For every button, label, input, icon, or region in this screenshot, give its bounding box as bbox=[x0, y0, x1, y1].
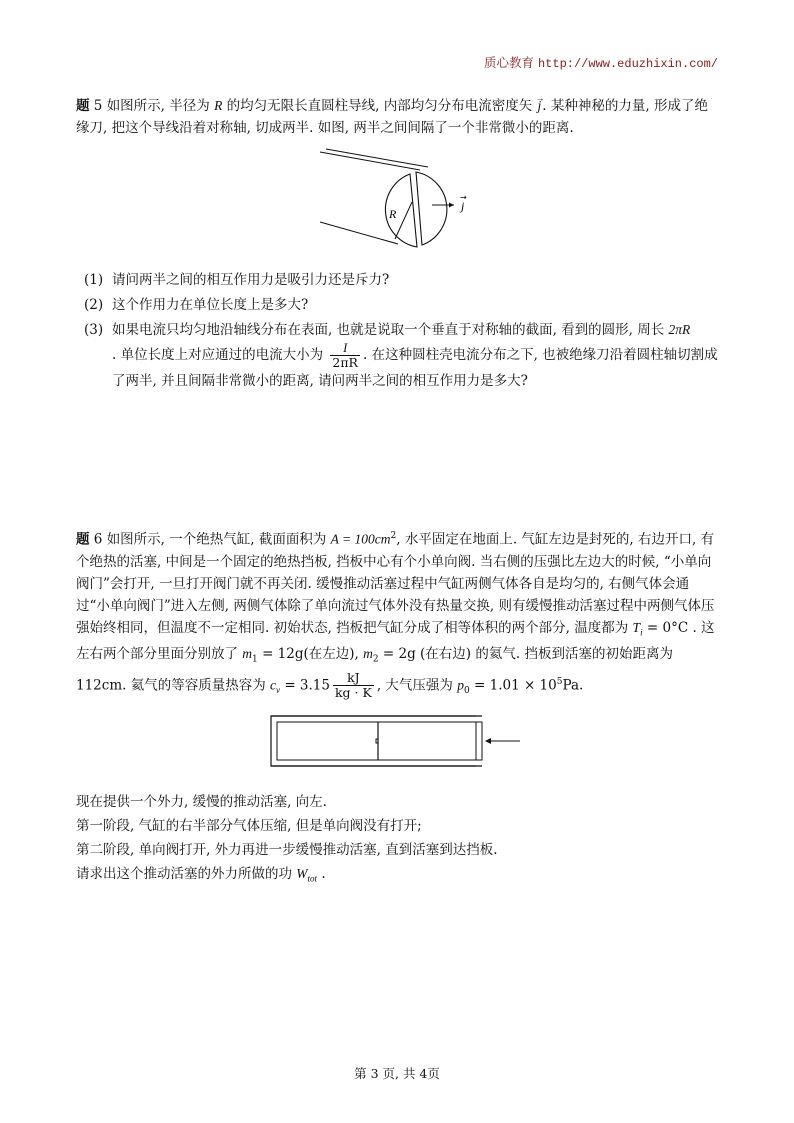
var-j-vector: → j bbox=[537, 98, 543, 113]
work-sub: tot bbox=[307, 873, 318, 884]
cylinder-top-edge-line-2 bbox=[326, 149, 428, 167]
p0-var: p bbox=[457, 677, 464, 693]
problem-6-number: 6 bbox=[93, 531, 103, 548]
cylinder-inner-wall bbox=[277, 722, 481, 760]
m1-value: = 12g(在左边), bbox=[262, 646, 359, 663]
p0-exponent: 5 bbox=[556, 676, 563, 687]
site-url[interactable]: http://www.eduzhixin.com/ bbox=[537, 57, 718, 71]
area-exponent: 2 bbox=[390, 531, 397, 541]
problem-6-text-d: 的氦气. 挡板到活塞的初始距离为 112cm. 氦气的等容质量热容为 bbox=[76, 646, 673, 694]
cylinder-top-edge-line bbox=[320, 152, 420, 170]
question-line bbox=[76, 862, 716, 891]
work-var: W bbox=[296, 866, 308, 881]
temperature-value: = 0°C bbox=[646, 619, 689, 636]
fraction-numerator: I bbox=[330, 341, 360, 356]
sub-question-2-number: (2) bbox=[84, 297, 104, 313]
unit-denominator: kg · K bbox=[334, 685, 372, 701]
cv-sub: v bbox=[276, 685, 281, 696]
current-vector-arrow-icon: → bbox=[460, 193, 467, 202]
sub-question-3-text-a: 如果电流只均匀地沿轴线分布在表面, 也就是说取一个垂直于对称轴的截面, 看到的圆形, 周长 bbox=[112, 322, 665, 338]
sub-question-3 bbox=[84, 319, 724, 392]
piston bbox=[476, 722, 482, 760]
stage-intro-line: 现在提供一个外力, 缓慢的推动活塞, 向左. bbox=[76, 794, 327, 810]
m2-sub: 2 bbox=[372, 654, 379, 665]
sub-question-2-text: 这个作用力在单位长度上是多大? bbox=[112, 297, 309, 313]
page-footer: 第 3 页, 共 4页 bbox=[354, 1066, 440, 1081]
problem-5-text-3: . 某种神秘的力量, 形成了绝缘刀, 把这个导线沿着对称轴, 切成两半. 如图, 两半之间间隔了一个非常微小的距离. bbox=[76, 98, 708, 136]
sub-question-3-text-b: . 单位长度上对应通过的电流大小为 bbox=[112, 347, 324, 363]
heat-capacity-unit-fraction bbox=[333, 671, 374, 700]
sub-question-3-text-c: . 在这种圆柱壳电流分布之下, 也被绝缘刀沿着圆柱轴切割成了两半, 并且间隔非常微小的距离, 请问两半之间的相互作用力是多大? bbox=[112, 347, 718, 389]
m1-var: m bbox=[242, 646, 253, 662]
problem-6-stages bbox=[76, 790, 716, 891]
current-arrow-head bbox=[449, 203, 454, 208]
problem-5-number: 5 bbox=[93, 98, 103, 114]
perimeter-expression: 2πR bbox=[668, 322, 691, 337]
problem-6-text-a: 如图所示, 一个绝热气缸, 截面面积为 bbox=[106, 531, 327, 548]
cylinder-figure bbox=[316, 148, 476, 254]
area-equation: A = 100cm bbox=[330, 531, 391, 547]
m2-value: = 2g (在右边) bbox=[382, 646, 472, 663]
problem-5-text-2: 的均匀无限长直圆柱导线, 内部均匀分布电流密度矢 bbox=[226, 98, 533, 114]
fraction-denominator: 2πR bbox=[332, 355, 358, 370]
stage-2-line: 第二阶段, 单向阀打开, 外力再进一步缓慢推动活塞, 直到活塞到达挡板. bbox=[76, 842, 498, 858]
cylinder-bottom-edge-line bbox=[320, 222, 398, 244]
current-label: j bbox=[461, 199, 465, 213]
problem-6-text-e: , 大气压强为 bbox=[376, 677, 453, 694]
temperature-sub: i bbox=[640, 627, 643, 638]
p0-sub: 0 bbox=[463, 686, 470, 697]
brand-name: 质心教育 bbox=[483, 55, 534, 70]
unit-numerator: kJ bbox=[333, 671, 374, 686]
question-end: . bbox=[321, 866, 326, 882]
cv-equation: = 3.15 bbox=[284, 677, 330, 694]
sub-question-1-text: 请问两半之间的相互作用力是吸引力还是斥力? bbox=[112, 272, 390, 288]
cylinder-piston-figure bbox=[270, 715, 526, 767]
push-arrow-head-icon bbox=[485, 738, 491, 744]
page-header bbox=[484, 53, 718, 71]
problem-6-label: 题 bbox=[76, 531, 90, 548]
problem-5-label: 题 bbox=[76, 98, 90, 114]
problem-6-text-c: . 这左右两个部分里面分别放了 bbox=[76, 619, 715, 663]
question-text: 请求出这个推动活塞的外力所做的功 bbox=[76, 866, 292, 882]
sub-question-1-number: (1) bbox=[84, 272, 104, 288]
stage-1-line: 第一阶段, 气缸的右半部分气体压缩, 但是单向阀没有打开; bbox=[76, 818, 422, 834]
p0-value: = 1.01 × 10 bbox=[474, 677, 557, 694]
cv-var: c bbox=[270, 677, 277, 693]
temperature-var: T bbox=[632, 619, 641, 635]
p0-unit: Pa. bbox=[562, 677, 584, 694]
problem-6-text-b: , 水平固定在地面上. 气缸左边是封死的, 右边开口, 有个绝热的活塞, 中间是一个固定的绝热挡板, 挡板中心有个小单向阀. 当右侧的压强比左边大的时候, “小单向阀门”会打开, 一旦打开阀门就不再关闭. 缓慢推动活塞过程中气缸两侧气体各自是均匀的, 右侧气体会通过“小单向阀门”进入左侧, 两侧气体除了单向流过气体外没有热量交换, 则有缓慢推动活塞过程中两侧气体压强始终相同，但温度不一定相同. 初始状态, 挡板把气缸分成了相等体积的两个部分, 温度都为 bbox=[76, 531, 715, 636]
problem-5-text-1: 如图所示, 半径为 bbox=[106, 98, 210, 114]
m2-var: m bbox=[363, 646, 373, 662]
var-R: R bbox=[214, 98, 223, 113]
right-half-cross-section bbox=[416, 172, 447, 245]
radius-line bbox=[395, 202, 412, 239]
problem-5-statement bbox=[76, 95, 720, 139]
sub-question-3-number: (3) bbox=[84, 322, 104, 338]
problem-6-statement bbox=[76, 525, 720, 702]
sub-question-2 bbox=[84, 294, 724, 316]
radius-label: R bbox=[389, 207, 397, 221]
m1-sub: 1 bbox=[252, 654, 258, 665]
current-per-length-fraction bbox=[330, 341, 360, 370]
sub-question-1 bbox=[84, 269, 724, 291]
